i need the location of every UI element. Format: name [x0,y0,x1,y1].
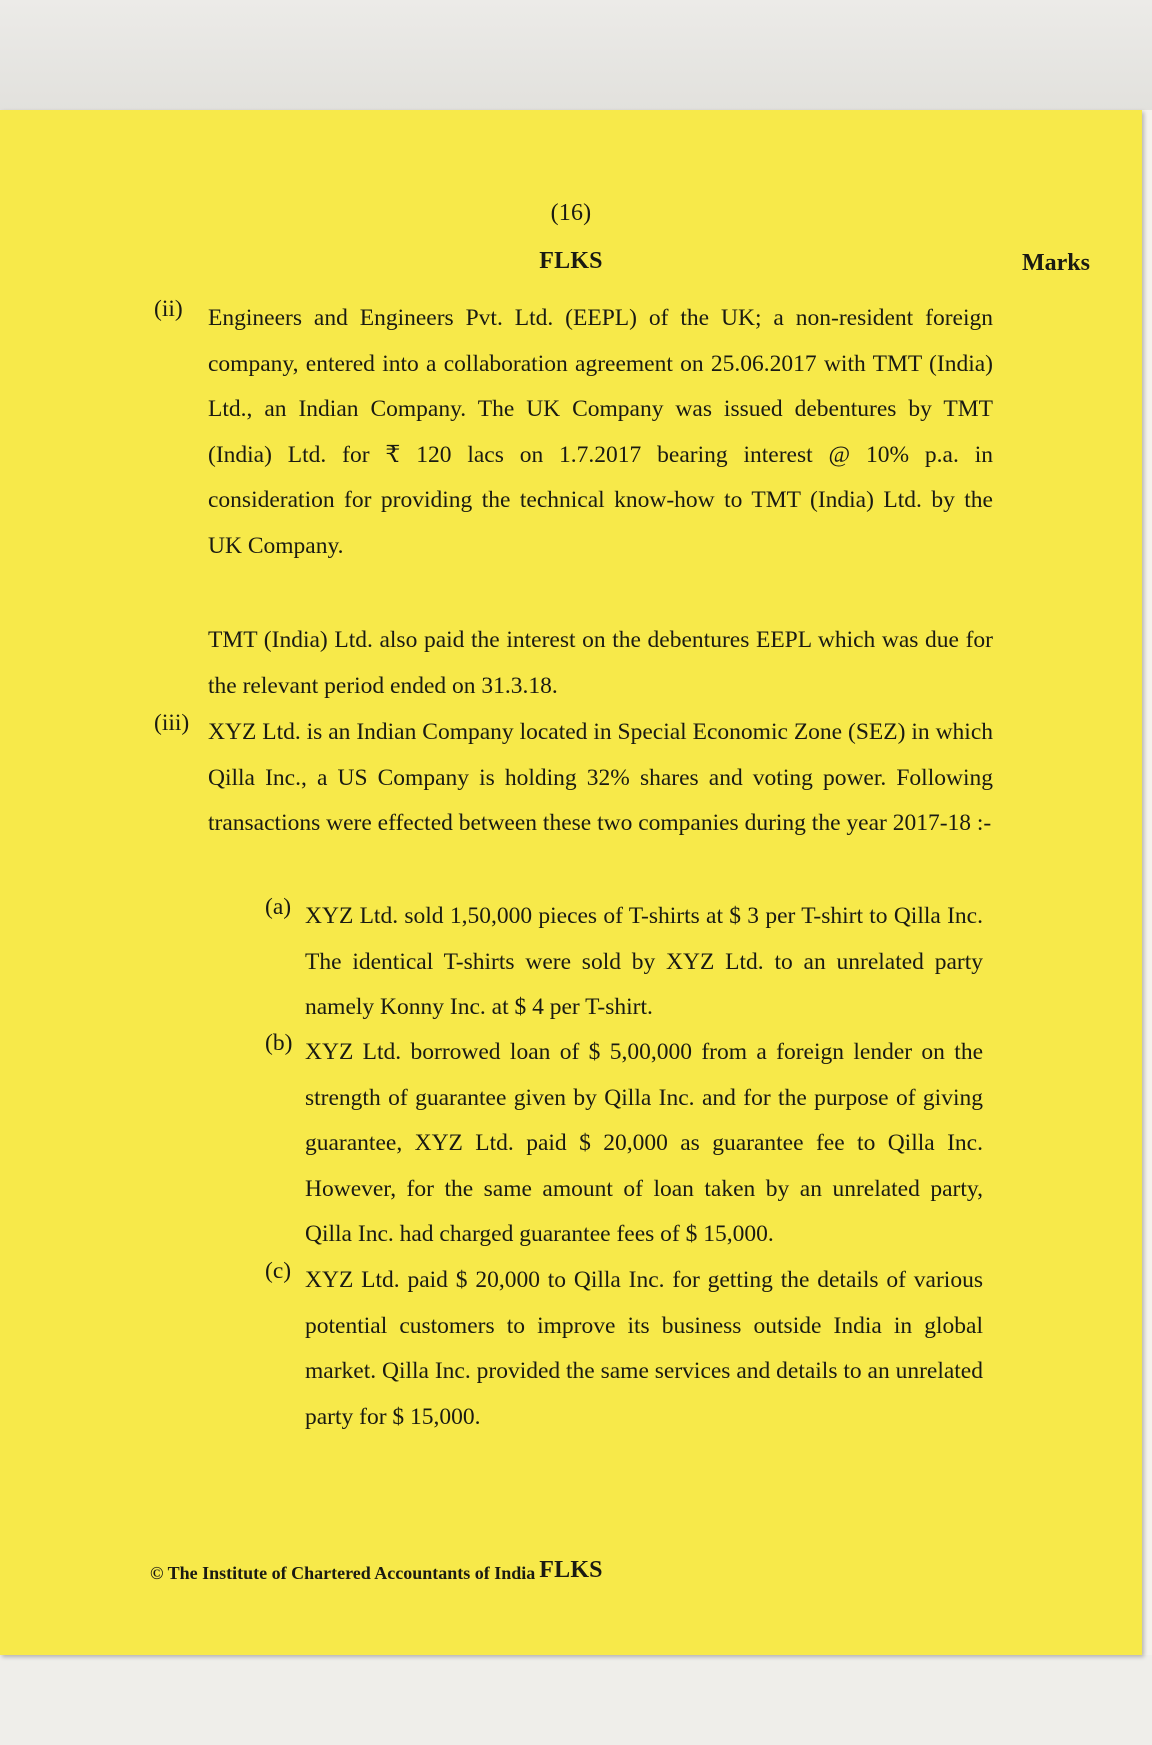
sub-item-c [265,1258,983,1440]
paper-code-bottom: FLKS [539,1557,603,1583]
sub-item-b-text: XYZ Ltd. borrowed loan of $ 5,00,000 from a foreign lender on the strength of guarantee given by Qilla Inc. and for the purpose of giving guarantee, XYZ Ltd. paid $ 20,000 as guarantee fee to Qilla Inc. However, for the same amount of loan taken by an unrelated party, Qilla Inc. had charged guarantee fees of $ 15,000. [305,1039,983,1247]
copyright-footer: © The Institute of Chartered Accountants of India [150,1563,536,1583]
item-ii-second-paragraph: TMT (India) Ltd. also paid the interest on the debentures EEPL which was due for the relevant period ended on 31.3.18. [208,627,993,699]
question-item-ii-continuation [208,618,993,709]
sub-item-number: (c) [265,1258,292,1284]
sub-item-a-text: XYZ Ltd. sold 1,50,000 pieces of T-shirts at $ 3 per T-shirt to Qilla Inc. The identical T-shirts were sold by XYZ Ltd. to an unrelated party namely Konny Inc. at $ 4 per T-shirt. [305,903,983,1020]
scanner-bottom-margin [0,1655,1152,1745]
page-number: (16) [550,200,592,226]
sub-item-a [265,894,983,1031]
sub-item-b [265,1030,983,1258]
question-item-ii [154,296,993,569]
marks-heading: Marks [1022,250,1090,276]
sub-item-number: (b) [265,1030,293,1056]
item-ii-paragraph: Engineers and Engineers Pvt. Ltd. (EEPL) of the UK; a non-resident foreign company, entered into a collaboration agreement on 25.06.2017 with TMT (India) Ltd., an Indian Company. The UK Company was issued debentures by TMT (India) Ltd. for ₹ 120 lacs on 1.7.2017 bearing interest @ 10% p.a. in consideration for providing the technical know-how to TMT (India) Ltd. by the UK Company. [208,305,993,559]
sub-item-c-text: XYZ Ltd. paid $ 20,000 to Qilla Inc. for getting the details of various potential customers to improve its business outside India in global market. Qilla Inc. provided the same services and details to an unrelated party for $ 15,000. [305,1267,983,1430]
exam-page [0,110,1142,1655]
sub-item-number: (a) [265,894,292,920]
item-iii-intro: XYZ Ltd. is an Indian Company located in Special Economic Zone (SEZ) in which Qilla Inc., a US Company is holding 32% shares and voting power. Following transactions were effected between these two companies during the year 2017-18 :- [208,719,993,836]
question-item-iii [154,710,993,847]
scanner-top-margin [0,0,1152,110]
item-number: (iii) [154,710,190,736]
paper-code-top: FLKS [539,248,603,274]
item-number: (ii) [154,296,183,322]
